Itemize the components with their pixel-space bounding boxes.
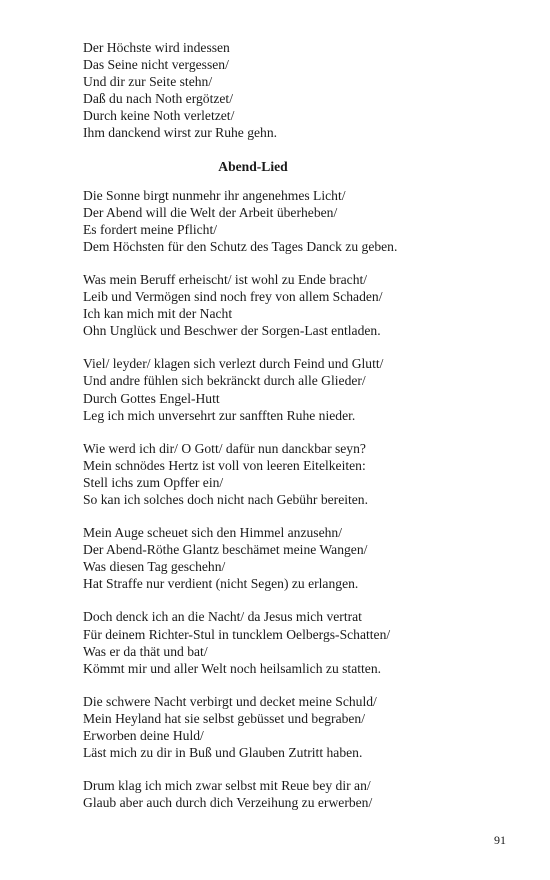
verse-line: Was er da thät und bat/ xyxy=(83,643,208,659)
stanza xyxy=(83,187,523,255)
verse-line: Das Seine nicht vergessen/ xyxy=(83,57,229,73)
stanza xyxy=(83,693,523,761)
stanza xyxy=(83,777,523,811)
verse-line: Erworben deine Huld/ xyxy=(83,728,204,743)
page-body xyxy=(83,39,523,827)
verse-line: Doch denck ich an die Nacht/ da Jesus mich vertrat xyxy=(83,609,362,625)
stanza xyxy=(83,355,523,423)
intro-stanza xyxy=(83,39,523,142)
verse-line: So kan ich solches doch nicht nach Gebühr bereiten. xyxy=(83,491,369,507)
verse-line: Was diesen Tag geschehn/ xyxy=(83,559,226,575)
verse-line: Und dir zur Seite stehn/ xyxy=(83,74,213,90)
verse-line: Und andre fühlen sich bekränckt durch alle Glieder/ xyxy=(83,373,366,389)
stanza xyxy=(83,524,523,592)
verse-line: Dem Höchsten für den Schutz des Tages Danck zu geben. xyxy=(83,238,398,254)
verse-line: Es fordert meine Pflicht/ xyxy=(83,221,218,237)
poem-title: Abend-Lied xyxy=(218,158,288,174)
verse-line: Die schwere Nacht verbirgt und decket meine Schuld/ xyxy=(83,693,377,709)
verse-line: Ohn Unglück und Beschwer der Sorgen-Last entladen. xyxy=(83,323,381,339)
verse-line: Der Abend will die Welt der Arbeit überheben/ xyxy=(83,204,338,220)
verse-line: Stell ichs zum Opffer ein/ xyxy=(83,474,224,490)
page-number: 91 xyxy=(494,833,506,847)
verse-line: Ihm danckend wirst zur Ruhe gehn. xyxy=(83,125,278,141)
verse-line: Was mein Beruff erheischt/ ist wohl zu Ende bracht/ xyxy=(83,271,368,287)
verse-line: Der Höchste wird indessen xyxy=(83,40,230,55)
verse-line: Läst mich zu dir in Buß und Glauben Zutritt haben. xyxy=(83,745,363,761)
verse-line: Mein Auge scheuet sich den Himmel anzusehn/ xyxy=(83,525,342,541)
stanza xyxy=(83,608,523,676)
verse-line: Drum klag ich mich zwar selbst mit Reue bey dir an/ xyxy=(83,778,371,794)
verse-line: Leib und Vermögen sind noch frey von allem Schaden/ xyxy=(83,289,383,305)
verse-line: Die Sonne birgt nunmehr ihr angenehmes Licht/ xyxy=(83,187,346,203)
verse-line: Der Abend-Röthe Glantz beschämet meine Wangen/ xyxy=(83,542,368,558)
verse-line: Durch Gottes Engel-Hutt xyxy=(83,390,220,406)
stanza xyxy=(83,271,523,339)
verse-line: Durch keine Noth verletzet/ xyxy=(83,108,235,124)
verse-line: Mein schnödes Hertz ist voll von leeren Eitelkeiten: xyxy=(83,457,366,473)
verse-line: Kömmt mir und aller Welt noch heilsamlich zu statten. xyxy=(83,660,382,676)
verse-line: Leg ich mich unversehrt zur sanfften Ruhe nieder. xyxy=(83,407,356,423)
verse-line: Daß du nach Noth ergötzet/ xyxy=(83,91,233,107)
stanza xyxy=(83,440,523,508)
verse-line: Für deinem Richter-Stul in tuncklem Oelbergs-Schatten/ xyxy=(83,626,391,642)
verse-line: Ich kan mich mit der Nacht xyxy=(83,306,233,322)
verse-line: Hat Straffe nur verdient (nicht Segen) zu erlangen. xyxy=(83,576,359,592)
verse-line: Glaub aber auch durch dich Verzeihung zu erwerben/ xyxy=(83,795,373,811)
verse-line: Mein Heyland hat sie selbst gebüsset und begraben/ xyxy=(83,710,366,726)
verse-line: Wie werd ich dir/ O Gott/ dafür nun danckbar seyn? xyxy=(83,440,366,456)
verse-line: Viel/ leyder/ klagen sich verlezt durch Feind und Glutt/ xyxy=(83,356,384,372)
